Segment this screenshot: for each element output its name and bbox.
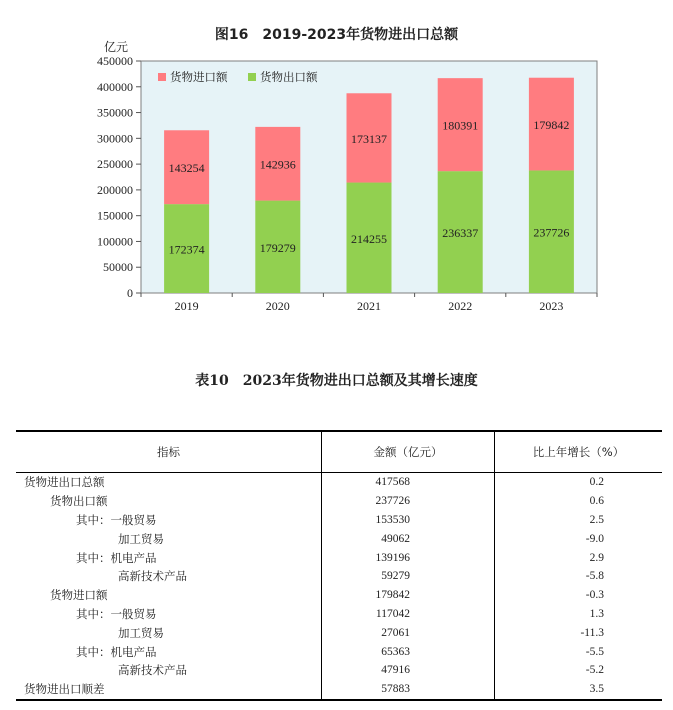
- y-tick-label: 300000: [97, 131, 133, 146]
- table-row: [16, 511, 662, 530]
- row-indicator-cell: [16, 529, 322, 548]
- row-indicator-cell: [16, 661, 322, 680]
- row-growth: 2.5: [495, 511, 663, 530]
- row-indicator-cell: [16, 605, 322, 624]
- y-tick-label: 50000: [103, 260, 133, 275]
- row-indicator-cell: [16, 473, 322, 492]
- trade-growth-table: [16, 430, 662, 701]
- row-indicator-cell: [16, 586, 322, 605]
- y-tick-label: 400000: [97, 79, 133, 94]
- data-label: 237726: [533, 225, 570, 240]
- x-tick-label: 2019: [174, 299, 199, 313]
- legend-swatch: [248, 73, 256, 81]
- table-body: [16, 473, 662, 700]
- row-growth: 0.6: [495, 492, 663, 511]
- row-indicator-cell: [16, 492, 322, 511]
- row-amount: 57883: [322, 680, 495, 700]
- data-label: 179842: [533, 118, 570, 133]
- row-indicator-cell: [16, 642, 322, 661]
- row-indicator-label: 其中：一般贸易: [76, 512, 157, 527]
- row-amount: 179842: [322, 586, 495, 605]
- row-indicator-label: 加工贸易: [118, 625, 164, 640]
- row-indicator-label: 货物进出口顺差: [24, 682, 105, 697]
- row-growth: -0.3: [495, 586, 663, 605]
- data-label: 179279: [259, 240, 296, 255]
- row-indicator-label: 其中：机电产品: [76, 644, 157, 659]
- x-tick-label: 2023: [539, 299, 564, 313]
- y-tick-label: 0: [127, 286, 133, 300]
- legend-swatch: [158, 73, 166, 81]
- row-indicator-label: 其中：机电产品: [76, 550, 157, 565]
- row-indicator-cell: [16, 511, 322, 530]
- y-tick-label: 250000: [97, 157, 133, 172]
- y-unit-label: 亿元: [103, 40, 129, 54]
- row-amount: 49062: [322, 529, 495, 548]
- row-growth: 2.9: [495, 548, 663, 567]
- table-row: [16, 548, 662, 567]
- row-indicator-cell: [16, 623, 322, 642]
- row-growth: 3.5: [495, 680, 663, 700]
- table-row: [16, 661, 662, 680]
- row-indicator-label: 货物进出口总额: [24, 475, 105, 490]
- table-row: [16, 680, 662, 700]
- legend-label: 货物进口额: [170, 70, 228, 84]
- row-indicator-label: 高新技术产品: [118, 569, 187, 584]
- data-label: 142936: [259, 157, 296, 172]
- header-amount: 金额（亿元）: [322, 431, 495, 473]
- row-indicator-label: 货物进口额: [50, 588, 108, 603]
- x-tick-label: 2020: [265, 299, 290, 313]
- header-indicator: 指标: [16, 431, 322, 473]
- x-tick-label: 2021: [357, 299, 381, 313]
- table-header-row: [16, 431, 662, 473]
- row-amount: 139196: [322, 548, 495, 567]
- header-growth: 比上年增长（%）: [495, 431, 663, 473]
- data-label: 236337: [442, 226, 479, 241]
- legend-label: 货物出口额: [260, 70, 318, 84]
- row-amount: 153530: [322, 511, 495, 530]
- table-row: [16, 529, 662, 548]
- row-indicator-label: 其中：一般贸易: [76, 606, 157, 621]
- table-row: [16, 567, 662, 586]
- row-growth: -11.3: [495, 623, 663, 642]
- y-tick-label: 450000: [97, 54, 133, 68]
- row-indicator-cell: [16, 548, 322, 567]
- row-growth: -5.2: [495, 661, 663, 680]
- table-row: [16, 623, 662, 642]
- row-indicator-cell: [16, 567, 322, 586]
- y-tick-label: 150000: [97, 208, 133, 223]
- row-growth: -5.5: [495, 642, 663, 661]
- data-label: 172374: [168, 242, 205, 257]
- data-label: 173137: [351, 131, 387, 146]
- row-amount: 117042: [322, 605, 495, 624]
- chart-title: 图16 2019-2023年货物进出口总额: [214, 27, 459, 43]
- row-amount: 417568: [322, 473, 495, 492]
- row-growth: 1.3: [495, 605, 663, 624]
- row-indicator-label: 加工贸易: [118, 531, 164, 546]
- row-growth: 0.2: [495, 473, 663, 492]
- row-amount: 27061: [322, 623, 495, 642]
- y-tick-label: 100000: [97, 234, 133, 249]
- table-row: [16, 605, 662, 624]
- row-amount: 59279: [322, 567, 495, 586]
- table-row: [16, 586, 662, 605]
- row-indicator-label: 货物出口额: [50, 494, 108, 509]
- row-indicator-cell: [16, 680, 322, 700]
- table-row: [16, 473, 662, 492]
- row-amount: 47916: [322, 661, 495, 680]
- data-label: 180391: [442, 118, 479, 133]
- x-tick-label: 2022: [448, 299, 473, 313]
- row-growth: -5.8: [495, 567, 663, 586]
- row-amount: 65363: [322, 642, 495, 661]
- data-label: 214255: [351, 231, 387, 246]
- row-amount: 237726: [322, 492, 495, 511]
- y-tick-label: 350000: [97, 105, 133, 120]
- table-row: [16, 642, 662, 661]
- data-label: 143254: [168, 161, 205, 176]
- table-title: 表10 2023年货物进出口总额及其增长速度: [195, 373, 478, 389]
- row-growth: -9.0: [495, 529, 663, 548]
- y-tick-label: 200000: [97, 182, 133, 197]
- row-indicator-label: 高新技术产品: [118, 663, 187, 678]
- stacked-bar-chart: [0, 0, 673, 330]
- table-row: [16, 492, 662, 511]
